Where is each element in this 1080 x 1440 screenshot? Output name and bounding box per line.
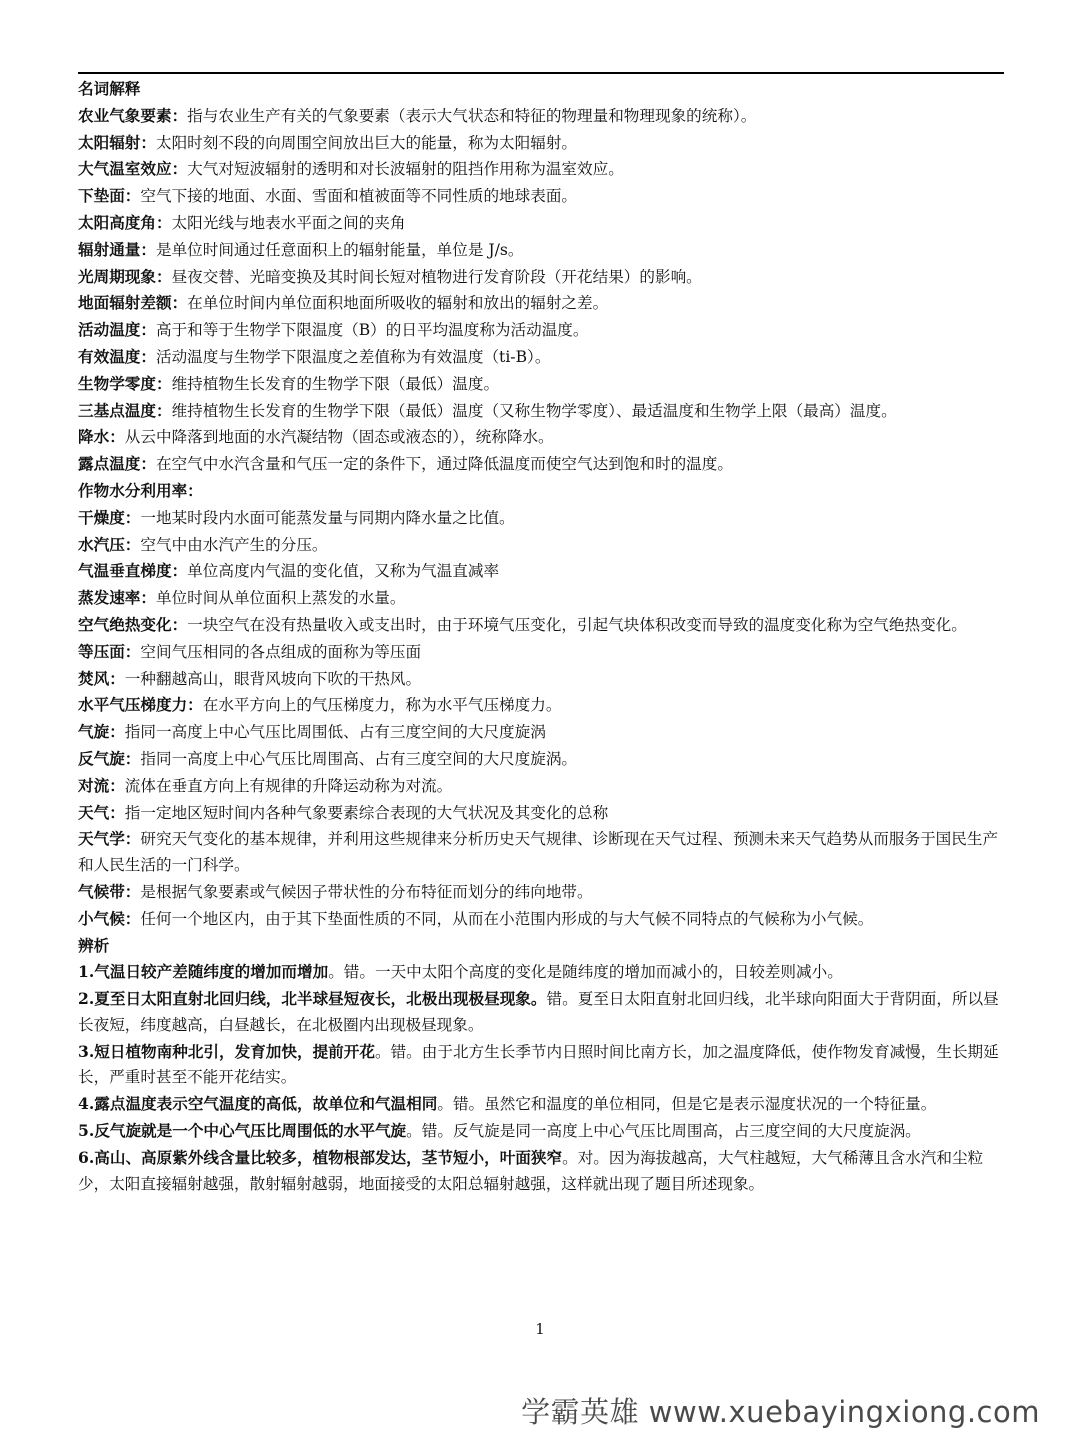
term-entry-text: 指同一高度上中心气压比周围低、占有三度空间的大尺度旋涡 (124, 723, 546, 742)
term-entry-term: 三基点温度： (78, 400, 172, 420)
term-entry-term: 气温垂直梯度： (78, 561, 188, 581)
header-rule (78, 72, 1004, 74)
analysis-entry-text: 。对。因为海拔越高，大气柱越短，大气稀薄且含水汽和尘粒少，太阳直接辐射越强，散射辐射越弱，地面接受的太阳总辐射越强，这样就出现了题目所述现象。 (78, 1148, 984, 1193)
term-entry-text: 单位时间从单位面积上蒸发的水量。 (155, 589, 406, 608)
term-entry-term: 降水： (78, 427, 125, 447)
analysis-entry (78, 1118, 1000, 1145)
term-entry (78, 478, 1000, 505)
term-entry-term: 气旋： (78, 722, 125, 742)
term-entry-term: 大气温室效应： (78, 159, 188, 179)
term-entry-text: 在单位时间内单位面积地面所吸收的辐射和放出的辐射之差。 (187, 294, 609, 313)
term-entry-text: 指与农业生产有关的气象要素（表示大气状态和特征的物理量和物理现象的统称）。 (187, 106, 757, 125)
analysis-list (78, 959, 1000, 1197)
term-entry-term: 天气学： (78, 829, 141, 849)
term-entry-term: 小气候： (78, 908, 141, 928)
terms-list (78, 103, 1000, 933)
analysis-entry-term: 6.高山、高原紫外线含量比较多，植物根部发达，茎节短小，叶面狭窄 (78, 1147, 563, 1167)
term-entry (78, 344, 1000, 371)
term-entry-text: 是根据气象要素或气候因子带状性的分布特征而划分的纬向地带。 (140, 882, 593, 901)
term-entry-text: 是单位时间通过任意面积上的辐射能量，单位是 J/s。 (155, 240, 524, 259)
analysis-entry-term: 4.露点温度表示空气温度的高低，故单位和气温相同 (78, 1094, 438, 1114)
term-entry-term: 气候带： (78, 881, 141, 901)
term-entry (78, 451, 1000, 478)
term-entry-text: 一种翻越高山，眼背风坡向下吹的干热风。 (124, 669, 422, 688)
term-entry (78, 237, 1000, 264)
term-entry (78, 800, 1000, 827)
term-entry-term: 蒸发速率： (78, 588, 156, 608)
term-entry-text: 流体在垂直方向上有规律的升降运动称为对流。 (124, 776, 453, 795)
term-entry-term: 空气绝热变化： (78, 614, 188, 634)
term-entry-term: 等压面： (78, 641, 141, 661)
analysis-entry-text: 错。夏至日太阳直射北回归线，北半球向阳面大于背阴面，所以昼长夜短，纬度越高，白昼越长，在北极圈内出现极昼现象。 (78, 990, 999, 1034)
term-entry-term: 天气： (78, 802, 125, 822)
term-entry-term: 水汽压： (78, 534, 141, 554)
term-entry-term: 光周期现象： (78, 266, 172, 286)
term-entry (78, 692, 1000, 719)
term-entry (78, 130, 1000, 157)
term-entry-term: 露点温度： (78, 454, 156, 474)
term-entry (78, 746, 1000, 773)
term-entry (78, 532, 1000, 559)
term-entry-term: 作物水分利用率： (78, 480, 203, 500)
term-entry-term: 生物学零度： (78, 373, 172, 393)
term-entry (78, 585, 1000, 612)
page-number: 1 (535, 1320, 545, 1338)
analysis-entry (78, 986, 1000, 1039)
term-entry (78, 371, 1000, 398)
term-entry-text: 在空气中水汽含量和气压一定的条件下，通过降低温度而使空气达到饱和时的温度。 (155, 455, 733, 474)
term-entry-text: 单位高度内气温的变化值，又称为气温直减率 (187, 562, 500, 581)
term-entry-text: 大气对短波辐射的透明和对长波辐射的阻挡作用称为温室效应。 (187, 160, 624, 179)
term-entry-text: 空气下接的地面、水面、雪面和植被面等不同性质的地球表面。 (140, 187, 578, 206)
term-entry (78, 398, 1000, 425)
analysis-entry-text: 。错。一天中太阳个高度的变化是随纬度的增加而减小的，日较差则减小。 (328, 963, 843, 982)
term-entry-text: 空间气压相同的各点组成的面称为等压面 (140, 642, 422, 661)
term-entry (78, 505, 1000, 532)
term-entry-text: 维持植物生长发育的生物学下限（最低）温度（又称生物学零度）、最适温度和生物学上限（最高）温度。 (171, 401, 897, 420)
term-entry-term: 太阳辐射： (78, 132, 156, 152)
term-entry-term: 地面辐射差额： (78, 293, 188, 313)
analysis-entry (78, 1091, 1000, 1118)
term-entry-text: 一块空气在没有热量收入或支出时，由于环境气压变化，引起气块体积改变而导致的温度变化称为空气绝热变化。 (187, 615, 967, 634)
analysis-entry-term: 1.气温日较产差随纬度的增加而增加 (78, 962, 329, 982)
term-entry-text: 指一定地区短时间内各种气象要素综合表现的大气状况及其变化的总称 (124, 803, 609, 822)
term-entry-text: 研究天气变化的基本规律，并利用这些规律来分析历史天气规律、诊断现在天气过程、预测未来天气趋势从而服务于国民生产和人民生活的一门科学。 (78, 830, 999, 875)
term-entry-term: 干燥度： (78, 507, 141, 527)
term-entry-term: 焚风： (78, 668, 125, 688)
term-entry-text: 活动温度与生物学下限温度之差值称为有效温度（ti-B）。 (155, 347, 551, 366)
term-entry-term: 辐射通量： (78, 239, 156, 259)
analysis-entry (78, 1039, 1000, 1092)
watermark-footer: 学霸英雄 www.xuebayingxiong.com (521, 1395, 1040, 1429)
term-entry (78, 906, 1000, 933)
term-entry-text: 在水平方向上的气压梯度力，称为水平气压梯度力。 (202, 696, 562, 715)
term-entry (78, 183, 1000, 210)
term-entry-term: 太阳高度角： (78, 212, 172, 232)
term-entry (78, 879, 1000, 906)
term-entry (78, 264, 1000, 291)
term-entry-text: 任何一个地区内，由于其下垫面性质的不同，从而在小范围内形成的与大气候不同特点的气候称为小气候。 (140, 909, 874, 928)
analysis-entry-text: 。错。由于北方生长季节内日照时间比南方长，加之温度降低，使作物发育减慢，生长期延长，严重时甚至不能开花结实。 (78, 1042, 999, 1087)
term-entry-text: 空气中由水汽产生的分压。 (140, 535, 328, 554)
term-entry-text: 指同一高度上中心气压比周围高、占有三度空间的大尺度旋涡。 (140, 749, 578, 768)
analysis-entry-text: 。错。虽然它和温度的单位相同，但是它是表示湿度状况的一个特征量。 (437, 1095, 937, 1114)
term-entry (78, 290, 1000, 317)
term-entry (78, 773, 1000, 800)
analysis-entry-term: 3.短日植物南种北引，发育加快，提前开花 (78, 1041, 375, 1061)
term-entry (78, 719, 1000, 746)
term-entry-term: 下垫面： (78, 186, 141, 206)
term-entry (78, 156, 1000, 183)
analysis-entry-term: 2.夏至日太阳直射北回归线，北半球昼短夜长，北极出现极昼现象。 (78, 989, 547, 1009)
term-entry-term: 农业气象要素： (78, 105, 188, 125)
term-entry (78, 666, 1000, 693)
analysis-entry-text: 。错。反气旋是同一高度上中心气压比周围高，占三度空间的大尺度旋涡。 (406, 1122, 921, 1141)
term-entry-text: 太阳时刻不段的向周围空间放出巨大的能量，称为太阳辐射。 (155, 133, 578, 152)
term-entry-term: 反气旋： (78, 748, 141, 768)
section-heading-terms: 名词解释 (78, 79, 141, 98)
analysis-entry (78, 1145, 1000, 1198)
term-entry-text: 高于和等于生物学下限温度（B）的日平均温度称为活动温度。 (155, 321, 589, 340)
analysis-entry-term: 5.反气旋就是一个中心气压比周围低的水平气旋 (78, 1121, 407, 1141)
analysis-entry (78, 959, 1000, 986)
term-entry (78, 639, 1000, 666)
term-entry-term: 活动温度： (78, 320, 156, 340)
term-entry-text: 一地某时段内水面可能蒸发量与同期内降水量之比值。 (140, 508, 515, 527)
term-entry-term: 有效温度： (78, 346, 156, 366)
term-entry (78, 424, 1000, 451)
term-entry-text: 昼夜交替、光暗变换及其时间长短对植物进行发育阶段（开花结果）的影响。 (171, 267, 702, 286)
term-entry (78, 210, 1000, 237)
term-entry-text: 从云中降落到地面的水汽凝结物（固态或液态的），统称降水。 (124, 428, 554, 447)
document-body (78, 76, 1000, 1197)
term-entry (78, 317, 1000, 344)
term-entry (78, 612, 1000, 639)
term-entry-text: 维持植物生长发育的生物学下限（最低）温度。 (171, 374, 500, 393)
term-entry-text: 太阳光线与地表水平面之间的夹角 (171, 213, 406, 232)
term-entry (78, 558, 1000, 585)
term-entry (78, 826, 1000, 879)
term-entry-term: 对流： (78, 775, 125, 795)
section-heading-analysis: 辨析 (78, 935, 110, 955)
term-entry-term: 水平气压梯度力： (78, 695, 203, 715)
term-entry (78, 103, 1000, 130)
